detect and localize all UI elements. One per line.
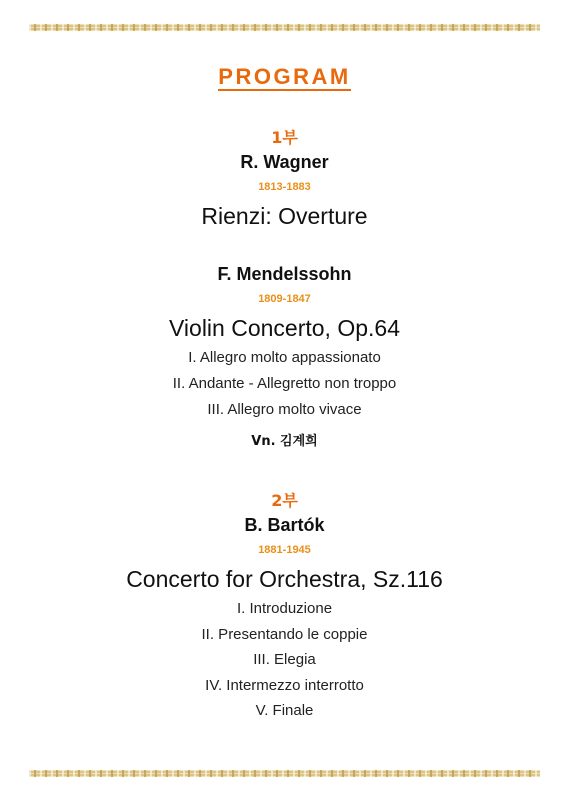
movement-item: I. Allegro molto appassionato (188, 349, 381, 366)
composer-mendelssohn: F. Mendelssohn (217, 264, 352, 284)
movement-item: II. Presentando le coppie (201, 626, 368, 643)
bottom-gold-border (29, 770, 540, 777)
soloist: Vn. 김계희 (251, 434, 318, 449)
work-rienzi-overture: Rienzi: Overture (201, 203, 368, 229)
movement-item: II. Andante - Allegretto non troppo (172, 375, 397, 392)
work-concerto-for-orchestra: Concerto for Orchestra, Sz.116 (126, 566, 443, 592)
years-bartok: 1881-1945 (258, 544, 311, 556)
program-title: PROGRAM (218, 64, 351, 89)
part1-label: 1부 (271, 128, 298, 147)
movement-item: V. Finale (255, 702, 314, 719)
part2-label: 2부 (271, 491, 298, 510)
movement-item: III. Elegia (253, 651, 316, 668)
movement-item: I. Introduzione (236, 600, 333, 617)
years-wagner: 1813-1883 (258, 181, 311, 193)
movement-item: III. Allegro molto vivace (207, 401, 362, 418)
years-mendelssohn: 1809-1847 (258, 293, 311, 305)
work-violin-concerto: Violin Concerto, Op.64 (169, 315, 400, 341)
movement-item: IV. Intermezzo interrotto (205, 677, 364, 694)
top-gold-border (29, 24, 540, 31)
composer-wagner: R. Wagner (240, 152, 329, 172)
composer-bartok: B. Bartók (244, 515, 325, 535)
